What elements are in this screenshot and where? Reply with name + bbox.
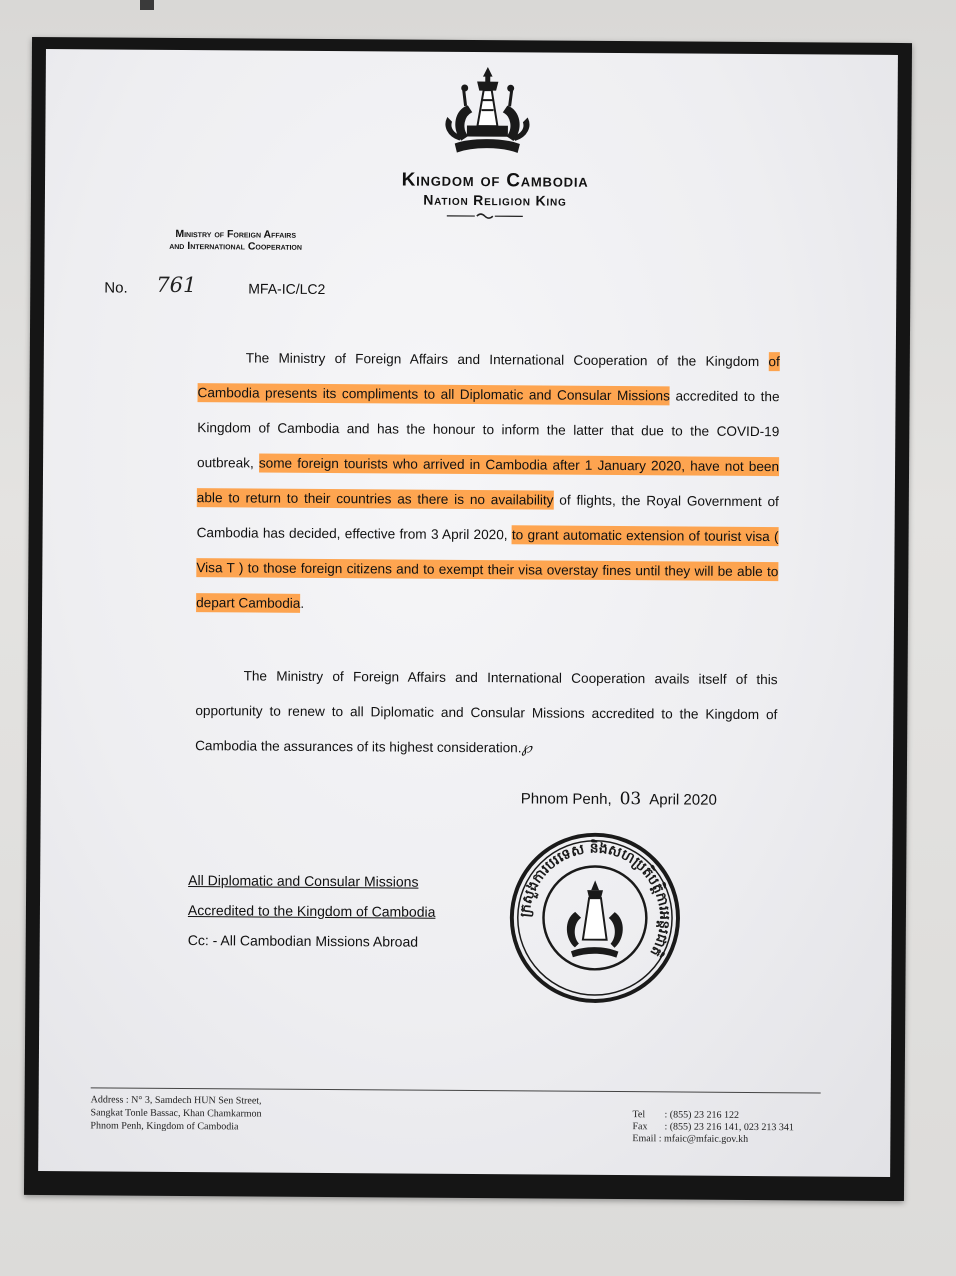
body-paragraph-1 — [196, 340, 780, 624]
ornament-divider — [445, 212, 525, 221]
para1-highlight-2: some foreign tourists who arrived in Cambodia after 1 January 2020, have not been able to return to their countries as there is no availability — [196, 455, 780, 508]
reference-label: No. — [104, 279, 128, 297]
document-paper — [38, 49, 898, 1177]
email-line: Email : mfaic@mfaic.gov.kh — [632, 1133, 749, 1145]
reference-code: MFA-IC/LC2 — [248, 280, 326, 297]
footer-address — [90, 1093, 261, 1133]
dateline — [521, 788, 717, 809]
para1-highlight-3: to grant automatic extension of tourist visa ( Visa T ) to those foreign citizens and to exempt their visa overstay fines until they will be able to depart Cambodia — [196, 527, 779, 611]
seal-ring-text: ក្រសួងការបរទេស និងសហប្រតិបត្តិការអន្តរជាតិ — [517, 840, 673, 959]
address-line-1: Address : N° 3, Samdech HUN Sen Street, — [90, 1094, 262, 1107]
royal-emblem-icon — [437, 66, 538, 159]
footer-contact — [632, 1109, 794, 1146]
addressee-block — [188, 865, 436, 957]
fax-value: : (855) 23 216 141, 023 213 341 — [664, 1121, 794, 1134]
date-month-year: April 2020 — [649, 791, 717, 809]
para1-segment-1: The Ministry of Foreign Affairs and International Cooperation of the Kingdom — [245, 350, 769, 370]
fax-label: Fax — [632, 1121, 648, 1133]
tel-value: : (855) 23 216 122 — [664, 1109, 740, 1121]
document-frame — [24, 37, 912, 1201]
address-line-3: Phnom Penh, Kingdom of Cambodia — [90, 1120, 239, 1133]
reference-number: 761 — [156, 272, 197, 298]
motto-heading: Nation Religion King — [423, 191, 567, 209]
para2-text: The Ministry of Foreign Affairs and International Cooperation avails itself of this opportunity to renew to all Diplomatic and Consular Missions accredited to the Kingdom of Cambodia the assurances of its highest consideration. — [195, 668, 778, 756]
para1-segment-3: of flights, the Royal Government of Cambodia has decided, effective from 3 April 2020, — [196, 492, 779, 543]
ministry-line-2: and International Cooperation — [169, 239, 303, 253]
kingdom-heading: Kingdom of Cambodia — [401, 169, 589, 192]
date-day: 03 — [619, 789, 642, 810]
footer-rule — [91, 1087, 821, 1093]
para1-segment-2: accredited to the Kingdom of Cambodia and has the honour to inform the latter that due to the COVID-19 outbreak, — [197, 388, 780, 471]
tape-strip — [140, 0, 154, 10]
addressee-line-2: Accredited to the Kingdom of Cambodia — [187, 902, 436, 920]
tel-label: Tel — [632, 1109, 646, 1121]
date-place: Phnom Penh, — [520, 790, 612, 809]
addressee-cc: Cc: - All Cambodian Missions Abroad — [187, 932, 419, 950]
official-seal-icon — [505, 828, 684, 1007]
address-line-2: Sangkat Tonle Bassac, Khan Chamkarmon — [90, 1107, 262, 1120]
handwritten-initial-mark: ℘ — [521, 738, 533, 757]
body-paragraph-2 — [195, 658, 778, 767]
addressee-line-1: All Diplomatic and Consular Missions — [188, 872, 419, 890]
ministry-line-1: Ministry of Foreign Affairs — [175, 227, 297, 241]
ministry-name — [111, 227, 361, 253]
para1-highlight-1: of Cambodia presents its compliments to all Diplomatic and Consular Missions — [197, 354, 780, 404]
para1-segment-4: . — [300, 595, 305, 611]
